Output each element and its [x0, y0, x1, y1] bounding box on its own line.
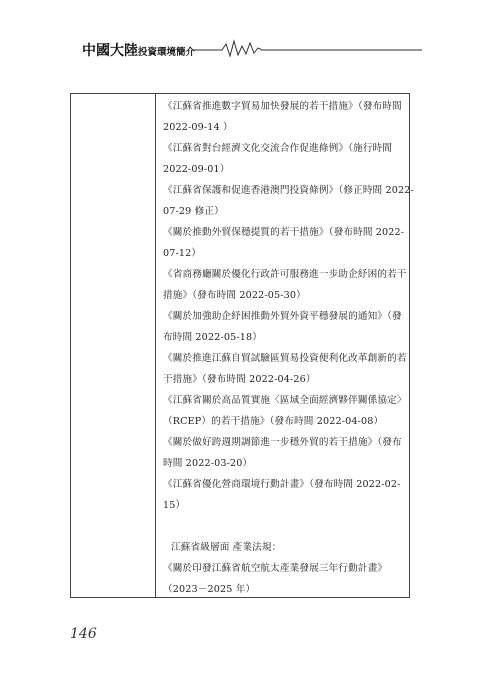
header-title-sub: 投資環境簡介: [138, 47, 196, 58]
text-line: 《江蘇省優化營商環境行動計畫》（發布時間 2022-02-: [163, 479, 401, 490]
text-line: 2022-09-01）: [163, 164, 230, 175]
text-line: 07-12）: [163, 248, 202, 259]
text-line: 15）: [163, 500, 186, 511]
text-line: 《省商務廳關於優化行政許可服務進一步助企紓困的若干: [163, 269, 407, 280]
text-line: 《江蘇省保護和促進香港澳門投資條例》（修正時間 2022-: [163, 185, 414, 196]
text-line: 《關於推動外貿保穩提質的若干措施》（發布時間 2022-: [163, 227, 405, 238]
blank-gap: [163, 516, 405, 537]
page-number: 146: [70, 626, 97, 642]
text-line: （RCEP）的若干措施》（發布時間 2022-04-08）: [163, 416, 384, 427]
content-table: [70, 93, 414, 598]
table-column-divider: [155, 94, 156, 597]
text-line: 《關於加強助企紓困推動外貿外資平穩發展的通知》（發: [163, 311, 402, 322]
section-label: 江蘇省級層面 產業法規：: [171, 542, 282, 553]
text-line: 《江蘇省對台經濟文化交流合作促進條例》（施行時間: [163, 143, 393, 154]
text-line: 時間 2022-03-20）: [163, 458, 253, 469]
text-line: 《江蘇省關於高品質實施〈區域全面經濟夥伴關係協定〉: [163, 395, 407, 406]
text-line: 《關於印發江蘇省航空航太產業發展三年行動計畫》: [163, 563, 388, 574]
text-line: 《關於推進江蘇自貿試驗區貿易投資便利化改革創新的若: [163, 353, 407, 364]
text-line: 布時間 2022-05-18）: [163, 332, 262, 343]
text-line: 措施》（發布時間 2022-05-30）: [163, 290, 306, 301]
text-line: 《關於做好跨週期調節進一步穩外貿的若干措施》（發布: [163, 437, 402, 448]
text-line: 07-29 修正）: [163, 206, 224, 217]
text-line: 《江蘇省推進數字貿易加快發展的若干措施》（發布時間: [163, 101, 402, 112]
text-line: 干措施》（發布時間 2022-04-26）: [163, 374, 316, 385]
page-header: [82, 38, 422, 58]
table-content-cell: [163, 96, 414, 600]
text-line: （2023－2025 年）: [163, 584, 256, 595]
header-pulse-line: [82, 38, 422, 58]
text-line: 2022-09-14 ）: [163, 122, 233, 133]
header-title-main: 中國大陸: [82, 43, 138, 59]
